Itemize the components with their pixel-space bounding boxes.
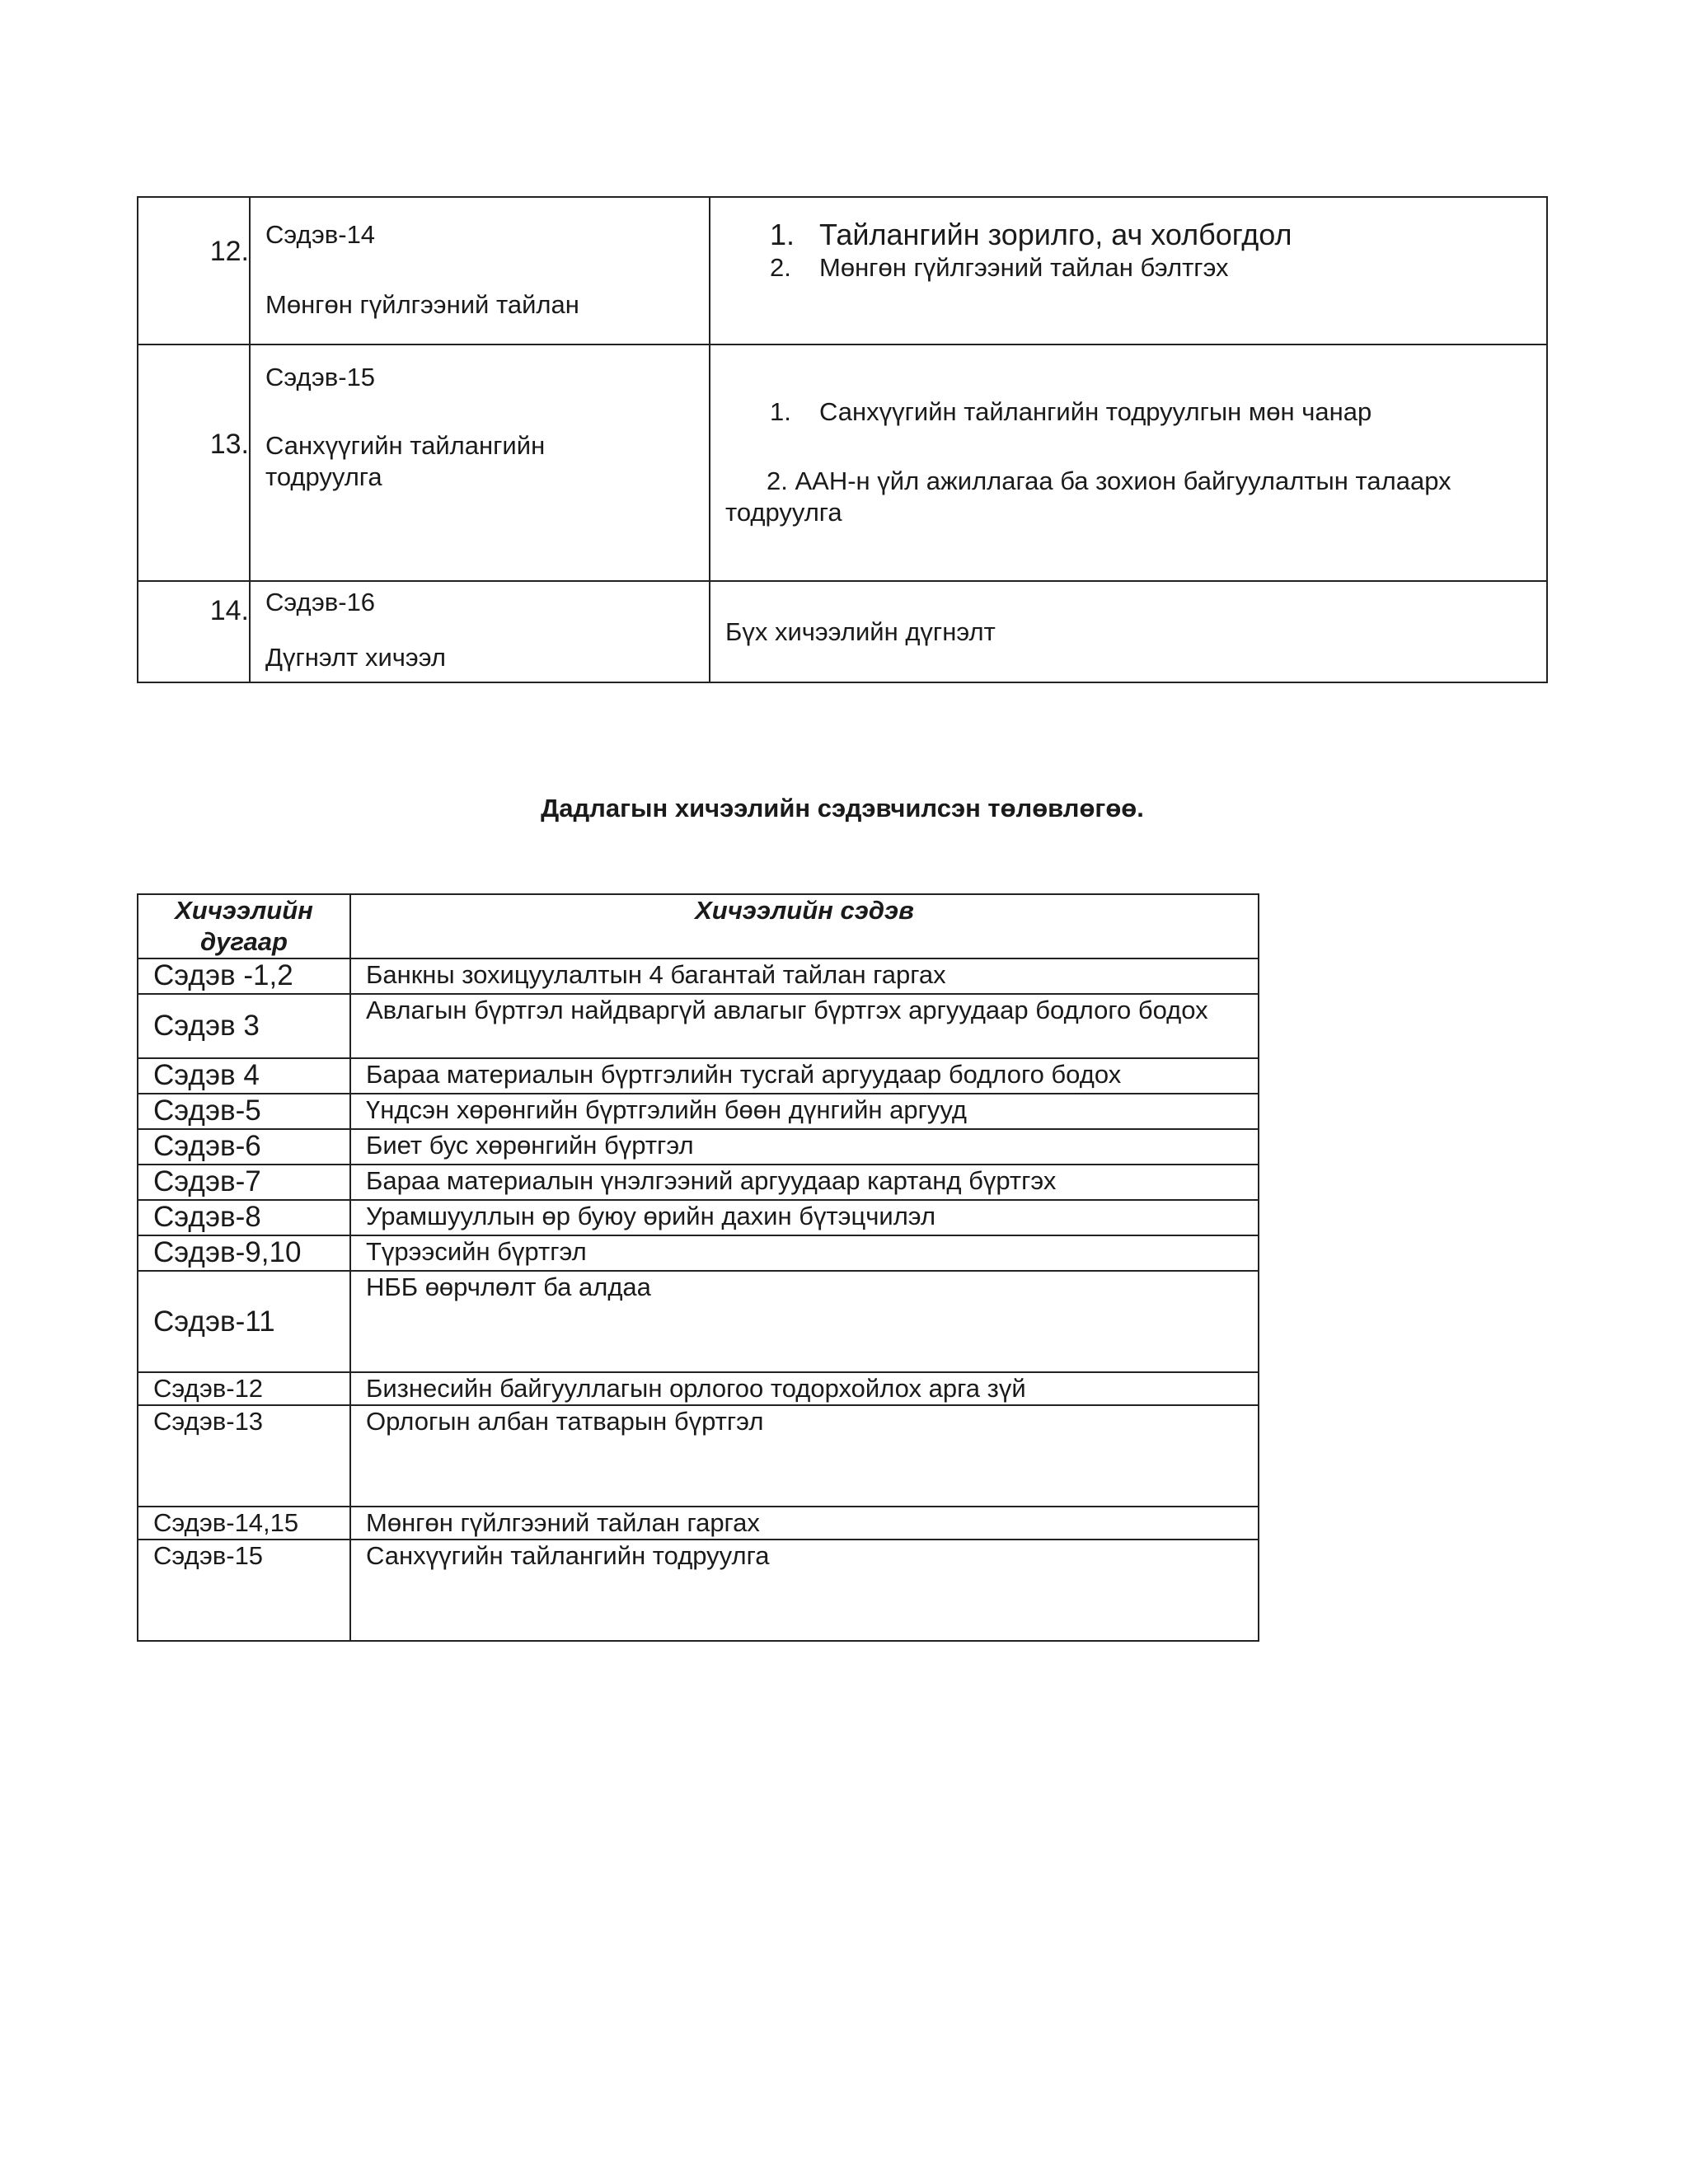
topic-title: Мөнгөн гүйлгээний тайлан xyxy=(265,290,579,319)
row-number: 13. xyxy=(209,429,249,460)
list-item xyxy=(710,252,1546,284)
row-number-cell xyxy=(138,197,250,344)
lesson-code: Сэдэв-11 xyxy=(138,1271,350,1372)
lesson-code: Сэдэв 4 xyxy=(138,1058,350,1094)
lesson-code: Сэдэв-13 xyxy=(138,1405,350,1507)
list-item-number: 2. xyxy=(770,253,791,282)
lesson-code: Сэдэв-15 xyxy=(138,1540,350,1641)
lesson-code: Сэдэв-14,15 xyxy=(138,1507,350,1540)
section-heading: Дадлагын хичээлийн сэдэвчилсэн төлөвлөгөө. xyxy=(541,794,1144,823)
lesson-title: НББ өөрчлөлт ба алдаа xyxy=(350,1271,1259,1372)
lesson-title: Бараа материалын бүртгэлийн тусгай аргуудаар бодлого бодох xyxy=(350,1058,1259,1094)
table-row xyxy=(138,1165,1259,1200)
table-row xyxy=(138,1372,1259,1405)
list-item-number: 1. xyxy=(770,218,795,251)
lesson-title: Орлогын албан татварын бүртгэл xyxy=(350,1405,1259,1507)
lesson-title: Бараа материалын үнэлгээний аргуудаар картанд бүртгэх xyxy=(350,1165,1259,1200)
column-header-lesson-number: Хичээлийн дугаар xyxy=(138,894,350,958)
lesson-title: Үндсэн хөрөнгийн бүртгэлийн бөөн дүнгийн аргууд xyxy=(350,1094,1259,1129)
content-cell xyxy=(710,581,1547,682)
lesson-code: Сэдэв 3 xyxy=(138,994,350,1058)
lesson-title: Мөнгөн гүйлгээний тайлан гаргах xyxy=(350,1507,1259,1540)
lesson-title: Урамшууллын өр буюу өрийн дахин бүтэцчилэл xyxy=(350,1200,1259,1235)
table-row xyxy=(138,1507,1259,1540)
table-row xyxy=(138,1405,1259,1507)
table-header-row xyxy=(138,894,1259,958)
row-number: 12. xyxy=(209,236,249,267)
table-row xyxy=(138,1200,1259,1235)
lesson-title: Санхүүгийн тайлангийн тодруулга xyxy=(350,1540,1259,1641)
content-cell xyxy=(710,344,1547,581)
table-row xyxy=(138,197,1547,344)
table-row xyxy=(138,1094,1259,1129)
topic-title: Дүгнэлт хичээл xyxy=(265,643,446,672)
lesson-title: Түрээсийн бүртгэл xyxy=(350,1235,1259,1271)
practical-lessons-table xyxy=(137,893,1259,1642)
table-row xyxy=(138,958,1259,994)
lesson-code: Сэдэв-7 xyxy=(138,1165,350,1200)
table-row xyxy=(138,994,1259,1058)
lesson-title: Банкны зохицуулалтын 4 багантай тайлан гаргах xyxy=(350,958,1259,994)
lesson-title: Биет бус хөрөнгийн бүртгэл xyxy=(350,1129,1259,1165)
row-number-cell xyxy=(138,344,250,581)
content-text: Бүх хичээлийн дүгнэлт xyxy=(725,617,996,646)
lesson-title: Бизнесийн байгууллагын орлогоо тодорхойлох арга зүй xyxy=(350,1372,1259,1405)
lesson-code: Сэдэв-12 xyxy=(138,1372,350,1405)
topic-cell xyxy=(250,581,710,682)
list-item xyxy=(710,466,1546,528)
table-row xyxy=(138,1235,1259,1271)
column-header-lesson-topic: Хичээлийн сэдэв xyxy=(350,894,1259,958)
table-row xyxy=(138,1271,1259,1372)
topic-code: Сэдэв-14 xyxy=(265,220,376,249)
table-row xyxy=(138,344,1547,581)
table-row xyxy=(138,1129,1259,1165)
list-item-text: Тайлангийн зорилго, ач холбогдол xyxy=(819,218,1292,251)
table-row xyxy=(138,1540,1259,1641)
course-topics-table xyxy=(137,196,1548,683)
list-item-text: Мөнгөн гүйлгээний тайлан бэлтгэх xyxy=(819,253,1229,282)
lesson-code: Сэдэв-6 xyxy=(138,1129,350,1165)
table-row xyxy=(138,1058,1259,1094)
row-number: 14. xyxy=(209,595,249,626)
row-number-cell xyxy=(138,581,250,682)
content-cell xyxy=(710,197,1547,344)
list-item-text: ААН-н үйл ажиллагаа ба зохион байгуулалтын талаарх тодруулга xyxy=(725,466,1451,527)
lesson-code: Сэдэв-5 xyxy=(138,1094,350,1129)
list-item-number: 1. xyxy=(770,397,791,426)
topic-code: Сэдэв-15 xyxy=(265,363,376,391)
topic-cell xyxy=(250,197,710,344)
list-item-number: 2. xyxy=(767,466,788,495)
list-item xyxy=(710,218,1546,252)
lesson-code: Сэдэв -1,2 xyxy=(138,958,350,994)
topic-title: Санхүүгийн тайлангийн тодруулга xyxy=(265,431,546,491)
lesson-title: Авлагын бүртгэл найдваргүй авлагыг бүртгэх аргуудаар бодлого бодох xyxy=(350,994,1259,1058)
topic-cell xyxy=(250,344,710,581)
lesson-code: Сэдэв-9,10 xyxy=(138,1235,350,1271)
lesson-code: Сэдэв-8 xyxy=(138,1200,350,1235)
list-item-text: Санхүүгийн тайлангийн тодруулгын мөн чанар xyxy=(819,397,1372,426)
list-item xyxy=(710,396,1546,428)
table-row xyxy=(138,581,1547,682)
topic-code: Сэдэв-16 xyxy=(265,588,376,616)
